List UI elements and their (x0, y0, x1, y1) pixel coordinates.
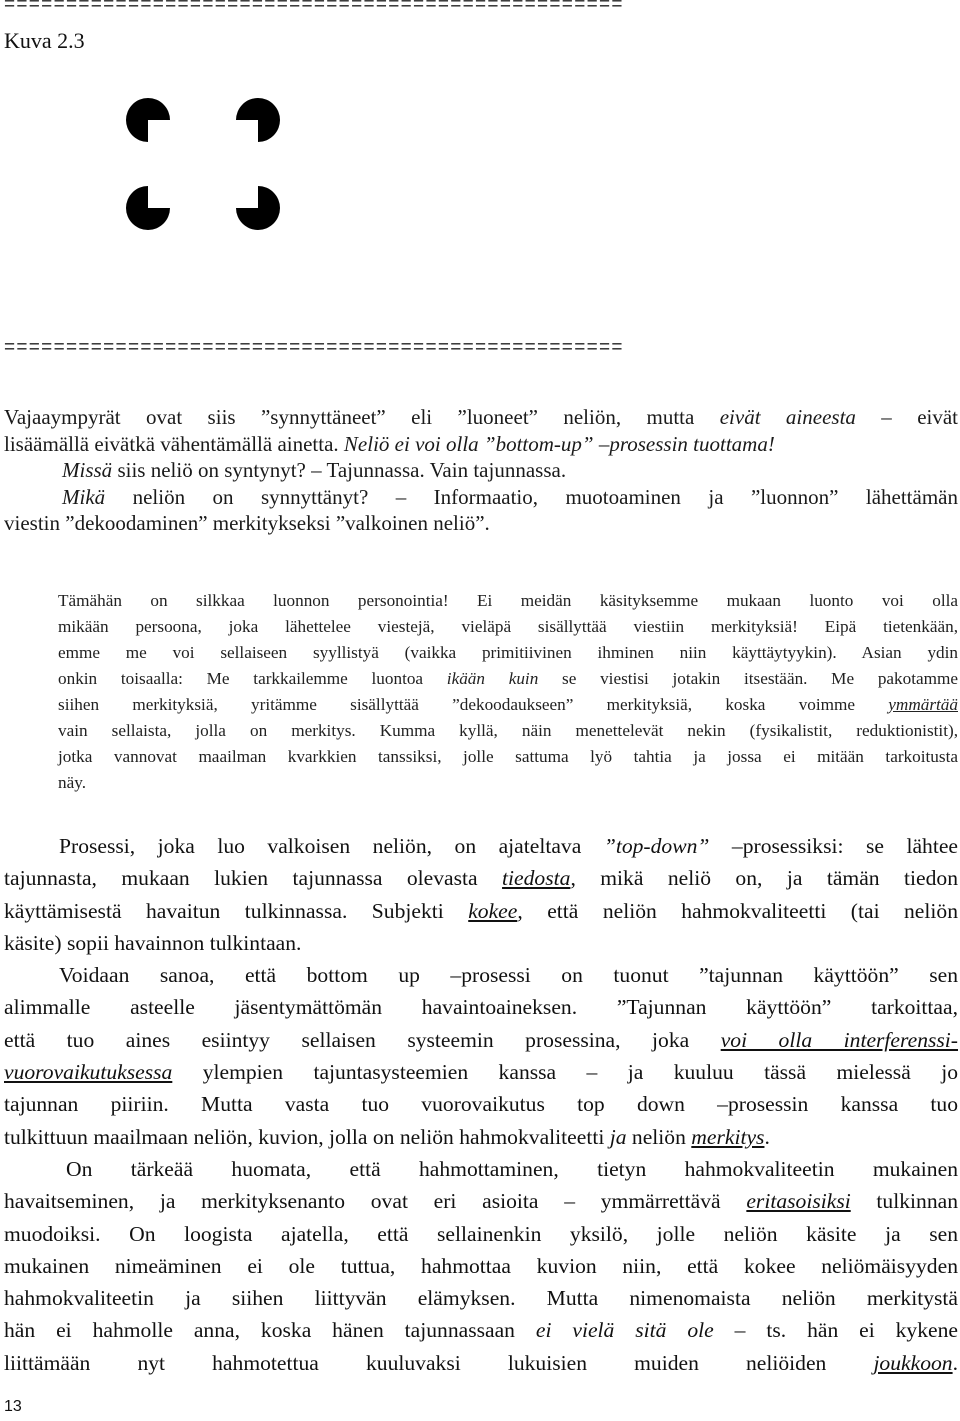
paragraph-1: Vajaaympyrät ovat siis ”synnyttäneet” eli ”luoneet” neliön, mutta eivät aineesta – eivät lisäämällä eivätkä vähentämällä ainetta. Neliö ei voi olla ”bottom-up” –prosessin tuottama! Missä siis neliö on syntynyt? – Tajunnassa. Vain tajunnassa. Mikä neliön on synnyttänyt? – Informaatio, muotoaminen ja ”luonnon” lähettämän viestin ”dekoodaminen” merkitykseksi ”valkoinen neliö”. (4, 405, 959, 535)
paragraph-5: On tärkeää huomata, että hahmottaminen, tietyn hahmokvaliteetin mukainen havaitseminen, ja merkityksenanto ovat eri asioita – ymmärrettävä eritasoisiksi tulkinnan muodoiksi. On loogista ajatella, että sellainenkin yksilö, jolle neliön käsite ja sen mukainen nimeäminen ei ole tuttua, hahmottaa kuvion niin, että kokee neliömäisyyden hahmokvaliteetin ja siihen liittyvän elämyksen. Mutta nimenomaista neliön merkitystä hän ei hahmolle anna, koska hänen tajunnassaan ei vielä sitä ole – ts. hän ei kykene liittämään nyt hahmotettua kuuluvaksi lukuisien muiden neliöiden joukkoon. (4, 1156, 958, 1375)
paragraph-3: Prosessi, joka luo valkoisen neliön, on ajateltava ”top-down” –prosessiksi: se lähtee tajunnasta, mukaan lukien tajunnassa olevasta tiedosta, mikä neliö on, ja tämän tiedon käyttämisestä havaitun tulkinnassa. Subjekti kokee, että neliön hahmokvaliteetti (tai neliön käsite) sopii havainnon tulkintaan. (4, 834, 958, 955)
pacman-bottom-left (126, 186, 170, 230)
paragraph-4: Voidaan sanoa, että bottom up –prosessi on tuonut ”tajunnan käyttöön” sen alimmalle asteelle jäsentymättömän havaintoaineksen. ”Tajunnan käyttöön” tarkoittaa, että tuo aines esiintyy sellaisen systeemin prosessina, joka voi olla interferenssi- vuorovaikutuksessa ylempien tajuntasysteemien kanssa – ja kuuluu tässä mielessä jo tajunnan piiriin. Mutta vasta tuo vuorovaikutus top down –prosessin kanssa tuo tulkittuun maailmaan neliön, kuvion, jolla on neliön hahmokvaliteetti ja neliön merkitys. (4, 963, 958, 1149)
paragraph-2: Tämähän on silkkaa luonnon personointia! Ei meidän käsityksemme mukaan luonto voi olla mikään persoona, joka lähettelee viestejä, vieläpä sisällyttää viestiin merkityksiä! Eipä tietenkään, emme me voi sellaiseen syyllistyä (vaikka primitiivinen ihminen niin käyttäytyykin). Asian ydin onkin toisaalla: Me tarkkailemme luontoa ikään kuin se viestisi jotakin itsestään. Me pakotamme siihen merkityksiä, yritämme sisällyttää ”dekoodaukseen” merkityksiä, koska voimme ymmärtää vain sellaista, jolla on merkitys. Kumma kyllä, näin menettelevät nekin (fysikalistit, reduktionistit), jotka vannovat maailman kvarkkien tanssiksi, jolle sattuma lyö tahtia ja jossa ei mitään tarkoitusta näy. (58, 591, 959, 792)
page-number: 13 (4, 1398, 22, 1415)
figure-caption: Kuva 2.3 (4, 28, 85, 53)
pacman-top-right (236, 98, 280, 142)
separator-top: ================================================== (4, 0, 624, 15)
pacman-top-left (126, 98, 170, 142)
kanizsa-square-figure (118, 90, 288, 240)
separator-bottom: ================================================== (4, 337, 624, 358)
pacman-bottom-right (236, 186, 280, 230)
body-text (4, 830, 958, 1379)
